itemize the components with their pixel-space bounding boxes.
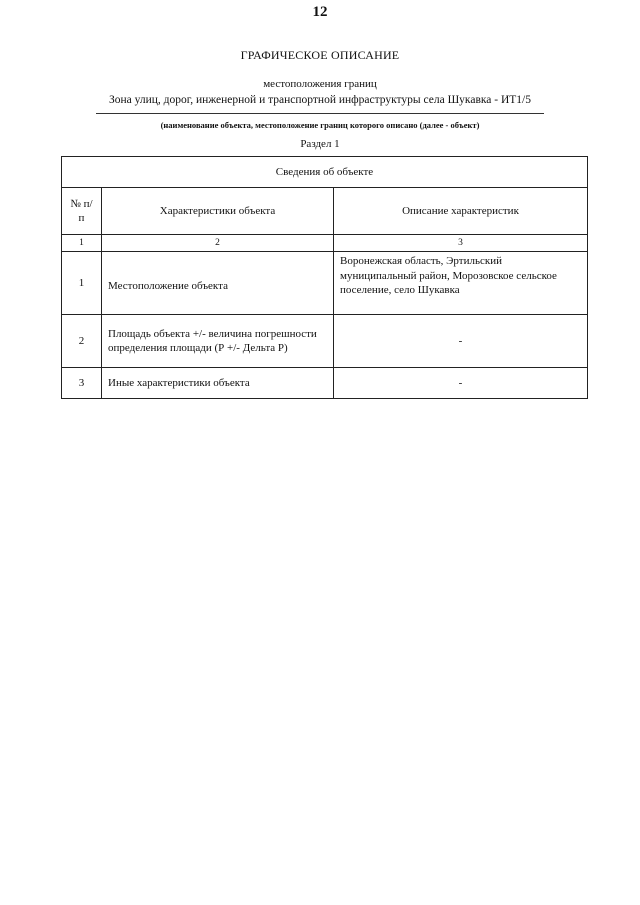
row-characteristic: Площадь объекта +/- величина погрешности определения площади (Р +/- Дельта Р) [102, 315, 334, 368]
column-index-3: 3 [334, 235, 588, 252]
column-header-description: Описание характеристик [334, 188, 588, 235]
row-description: - [334, 315, 588, 368]
table-row [62, 315, 588, 368]
object-caption: (наименование объекта, местоположение границ которого описано (далее - объект) [160, 120, 480, 130]
column-header-num: № п/п [62, 188, 102, 235]
document-title: ГРАФИЧЕСКОЕ ОПИСАНИЕ [240, 48, 400, 62]
table-header: Сведения об объекте [62, 157, 588, 188]
row-characteristic: Местоположение объекта [102, 252, 334, 315]
row-num: 3 [62, 368, 102, 399]
row-description: Воронежская область, Эртильский муниципальный район, Морозовское сельское поселение, село Шукавка [334, 252, 588, 315]
page-number: 12 [312, 4, 328, 20]
row-num: 2 [62, 315, 102, 368]
section-label: Раздел 1 [300, 138, 340, 150]
table-header-row [62, 157, 588, 188]
table-row [62, 368, 588, 399]
title-underline [96, 113, 544, 114]
column-header-characteristic: Характеристики объекта [102, 188, 334, 235]
column-index-1: 1 [62, 235, 102, 252]
table-column-header-row [62, 188, 588, 235]
object-info-table [61, 156, 588, 399]
table-column-index-row [62, 235, 588, 252]
table-row [62, 252, 588, 315]
subtitle-line-1: местоположения границ [263, 78, 377, 90]
subtitle-line-2: Зона улиц, дорог, инженерной и транспортной инфраструктуры села Шукавка - ИТ1/5 [108, 94, 531, 106]
column-index-2: 2 [102, 235, 334, 252]
row-description: - [334, 368, 588, 399]
row-characteristic: Иные характеристики объекта [102, 368, 334, 399]
row-num: 1 [62, 252, 102, 315]
